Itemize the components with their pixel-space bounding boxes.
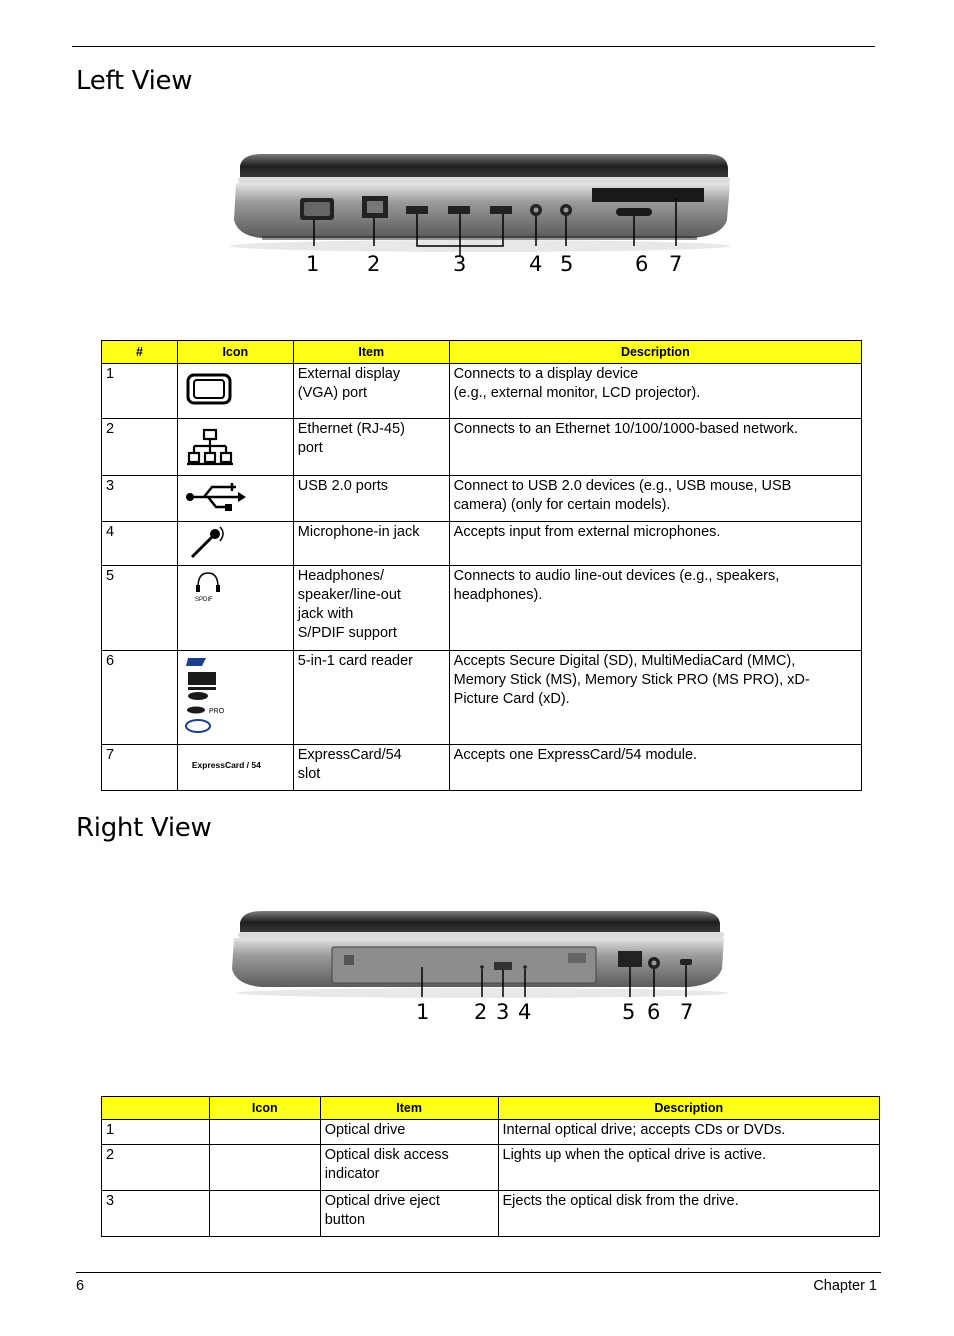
- row-number: 4: [102, 522, 178, 566]
- right-callout-6: 6: [647, 1000, 661, 1024]
- left-view-heading: Left View: [76, 66, 193, 96]
- headphones-spdif-icon: [182, 567, 222, 605]
- table-row: [102, 419, 862, 476]
- left-callout-6: 6: [635, 252, 649, 276]
- table-row: [102, 1191, 880, 1237]
- right-callout-5: 5: [622, 1000, 636, 1024]
- row-item: Optical disk access indicator: [320, 1145, 498, 1191]
- row-icon-cell: [177, 566, 293, 651]
- page-number: 6: [76, 1278, 85, 1294]
- left-callout-3: 3: [453, 252, 467, 276]
- left-callout-7: 7: [669, 252, 683, 276]
- row-icon-cell: [209, 1120, 320, 1145]
- header-number: [102, 1097, 210, 1120]
- expresscard-icon: ExpressCard / 54: [191, 760, 261, 770]
- row-item: Optical drive: [320, 1120, 498, 1145]
- row-description: Connect to USB 2.0 devices (e.g., USB mouse, USB camera) (only for certain models).: [449, 476, 861, 522]
- row-description: Accepts one ExpressCard/54 module.: [449, 745, 861, 791]
- right-callout-7: 7: [680, 1000, 694, 1024]
- row-icon-cell: [209, 1145, 320, 1191]
- table-row: [102, 1145, 880, 1191]
- row-icon-cell: [177, 364, 293, 419]
- right-callout-4: 4: [518, 1000, 532, 1024]
- header-icon: Icon: [209, 1097, 320, 1120]
- row-description: Connects to audio line-out devices (e.g., speakers, headphones).: [449, 566, 861, 651]
- table-row: [102, 476, 862, 522]
- ethernet-network-icon: [182, 420, 242, 468]
- header-description: Description: [449, 341, 861, 364]
- spdif-label: SPDIF: [194, 597, 213, 603]
- row-item: Optical drive eject button: [320, 1191, 498, 1237]
- right-callout-1: 1: [416, 1000, 430, 1024]
- right-callout-2: 2: [474, 1000, 488, 1024]
- usb-icon: [182, 477, 252, 515]
- microphone-icon: [182, 523, 242, 561]
- row-number: 5: [102, 566, 178, 651]
- row-number: 3: [102, 1191, 210, 1237]
- row-item: Microphone-in jack: [293, 522, 449, 566]
- right-view-photo: [228, 905, 738, 1027]
- header-item: Item: [320, 1097, 498, 1120]
- row-icon-cell: [177, 476, 293, 522]
- row-number: 1: [102, 1120, 210, 1145]
- row-description: Ejects the optical disk from the drive.: [498, 1191, 880, 1237]
- left-view-photo: [222, 150, 737, 278]
- row-icon-cell: [177, 522, 293, 566]
- row-description: Connects to an Ethernet 10/100/1000-based network.: [449, 419, 861, 476]
- row-number: 2: [102, 1145, 210, 1191]
- row-description: Lights up when the optical drive is active.: [498, 1145, 880, 1191]
- row-icon-cell: [177, 419, 293, 476]
- bottom-rule: [76, 1272, 881, 1273]
- table-row: [102, 566, 862, 651]
- table-row: [102, 1120, 880, 1145]
- right-view-heading: Right View: [76, 813, 212, 843]
- row-item: 5-in-1 card reader: [293, 651, 449, 745]
- header-item: Item: [293, 341, 449, 364]
- row-item: Headphones/ speaker/line-out jack with S/PDIF support: [293, 566, 449, 651]
- table-header-row: [102, 341, 862, 364]
- row-item: USB 2.0 ports: [293, 476, 449, 522]
- card-reader-logos-icon: [182, 652, 242, 736]
- row-icon-cell: [209, 1191, 320, 1237]
- left-callout-1: 1: [306, 252, 320, 276]
- row-number: 3: [102, 476, 178, 522]
- left-callout-5: 5: [560, 252, 574, 276]
- row-number: 7: [102, 745, 178, 791]
- right-view-table: [101, 1096, 880, 1237]
- pro-label: PRO: [208, 708, 225, 715]
- vga-display-icon: [182, 365, 242, 405]
- left-view-table: [101, 340, 862, 791]
- left-callout-4: 4: [529, 252, 543, 276]
- row-number: 2: [102, 419, 178, 476]
- table-row: [102, 364, 862, 419]
- row-description: Connects to a display device (e.g., external monitor, LCD projector).: [449, 364, 861, 419]
- row-item: Ethernet (RJ-45) port: [293, 419, 449, 476]
- table-row: [102, 745, 862, 791]
- chapter-label: Chapter 1: [813, 1278, 877, 1294]
- header-number: #: [102, 341, 178, 364]
- left-callout-2: 2: [367, 252, 381, 276]
- row-item: External display (VGA) port: [293, 364, 449, 419]
- table-row: [102, 651, 862, 745]
- table-row: [102, 522, 862, 566]
- row-item: ExpressCard/54 slot: [293, 745, 449, 791]
- row-icon-cell: [177, 651, 293, 745]
- row-icon-cell: [177, 745, 293, 791]
- row-description: Internal optical drive; accepts CDs or DVDs.: [498, 1120, 880, 1145]
- row-number: 6: [102, 651, 178, 745]
- header-description: Description: [498, 1097, 880, 1120]
- right-callout-3: 3: [496, 1000, 510, 1024]
- top-rule: [72, 46, 875, 47]
- header-icon: Icon: [177, 341, 293, 364]
- row-description: Accepts input from external microphones.: [449, 522, 861, 566]
- table-header-row: [102, 1097, 880, 1120]
- row-number: 1: [102, 364, 178, 419]
- row-description: Accepts Secure Digital (SD), MultiMediaCard (MMC), Memory Stick (MS), Memory Stick PRO (MS PRO), xD- Picture Card (xD).: [449, 651, 861, 745]
